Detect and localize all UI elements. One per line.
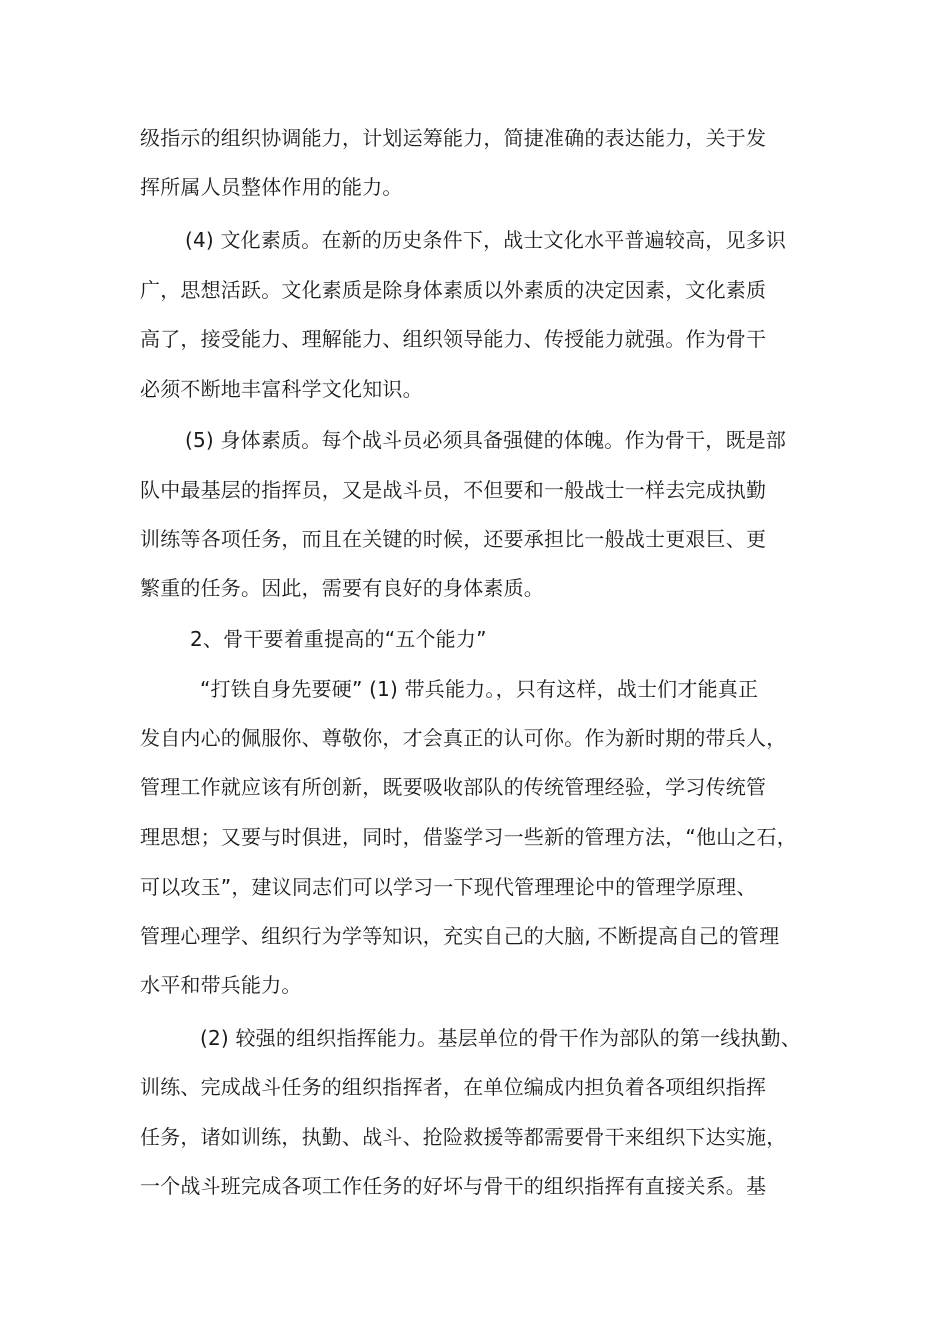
paragraph-5-heading-line: (5) 身体素质。每个战斗员必须具备强健的体魄。作为骨干，既是部 xyxy=(185,428,787,452)
text-line: 理思想；又要与时俱进，同时，借鉴学习一些新的管理方法，“他山之石， xyxy=(140,825,797,849)
text-line: 必须不断地丰富科学文化知识。 xyxy=(140,377,423,401)
text-line: 水平和带兵能力。 xyxy=(140,973,302,997)
text-line: 广，思想活跃。文化素质是除身体素质以外素质的决定因素，文化素质 xyxy=(140,278,767,302)
text-line: 可以攻玉”，建议同志们可以学习一下现代管理理论中的管理学原理、 xyxy=(140,875,757,899)
text-line: 一个战斗班完成各项工作任务的好坏与骨干的组织指挥有直接关系。基 xyxy=(140,1174,767,1198)
text-line: 管理心理学、组织行为学等知识，充实自己的大脑, 不断提高自己的管理 xyxy=(140,924,780,948)
text-line: 繁重的任务。因此，需要有良好的身体素质。 xyxy=(140,576,544,600)
paragraph-2-heading-line: (2) 较强的组织指挥能力。基层单位的骨干作为部队的第一线执勤、 xyxy=(200,1026,802,1050)
text-line: 发自内心的佩服你、尊敬你，才会真正的认可你。作为新时期的带兵人， xyxy=(140,726,787,750)
text-line: 管理工作就应该有所创新，既要吸收部队的传统管理经验，学习传统管 xyxy=(140,775,767,799)
paragraph-4-heading-line: (4) 文化素质。在新的历史条件下，战士文化水平普遍较高，见多识 xyxy=(185,228,787,252)
text-line: 挥所属人员整体作用的能力。 xyxy=(140,175,403,199)
text-line: 训练等各项任务，而且在关键的时候，还要承担比一般战士更艰巨、更 xyxy=(140,527,767,551)
section-heading: 2、骨干要着重提高的“五个能力” xyxy=(190,627,487,651)
text-line: 训练、完成战斗任务的组织指挥者，在单位编成内担负着各项组织指挥 xyxy=(140,1075,767,1099)
text-line: 高了，接受能力、理解能力、组织领导能力、传授能力就强。作为骨干 xyxy=(140,327,767,351)
paragraph-1-heading-line: “打铁自身先要硬” (1) 带兵能力。，只有这样，战士们才能真正 xyxy=(200,677,759,701)
text-line: 队中最基层的指挥员，又是战斗员，不但要和一般战士一样去完成执勤 xyxy=(140,478,767,502)
text-line: 级指示的组织协调能力，计划运筹能力，简捷准确的表达能力，关于发 xyxy=(140,126,767,150)
text-line: 任务，诸如训练，执勤、战斗、抢险救援等都需要骨干来组织下达实施， xyxy=(140,1125,787,1149)
